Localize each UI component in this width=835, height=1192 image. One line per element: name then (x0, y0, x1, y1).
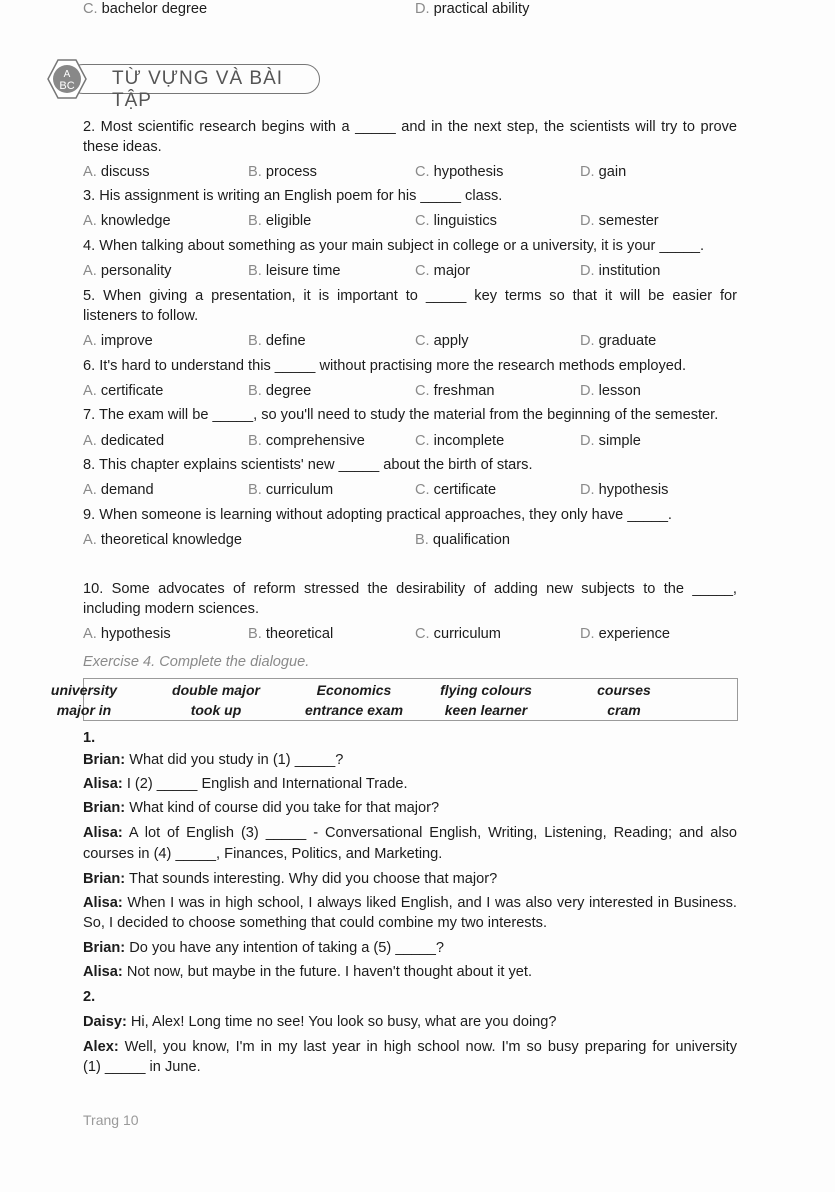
dialogue-line (83, 1058, 737, 1076)
question-text: 9. When someone is learning without adopting practical approaches, they only have _____. (83, 507, 672, 523)
option-text: knowledge (100, 213, 171, 229)
option-text: certificate (433, 482, 497, 498)
option-letter: D. (580, 263, 595, 279)
speaker-name: Daisy: (83, 1014, 127, 1030)
option-text: demand (100, 482, 154, 498)
option-letter: D. (580, 626, 595, 642)
dialogue-line (83, 914, 737, 932)
answer-option (415, 332, 469, 350)
option-text: personality (100, 263, 172, 279)
option-text: define (265, 333, 306, 349)
answer-option (83, 212, 171, 230)
dialogue-line (83, 963, 737, 981)
word-bank-item: flying colours (440, 682, 532, 698)
question-text: 8. This chapter explains scientists' new _____ about the birth of stars. (83, 457, 533, 473)
speaker-name: Brian: (83, 752, 126, 768)
exercise-title: Exercise 4. Complete the dialogue. (83, 654, 310, 670)
option-letter: A. (83, 164, 97, 180)
option-text: improve (100, 333, 153, 349)
word-bank-item: university (50, 682, 118, 698)
answer-option (83, 531, 242, 549)
option-text: discuss (100, 164, 150, 180)
option-letter: C. (415, 333, 430, 349)
dialogue-text: Do you have any intention of taking a (5) _____? (129, 940, 445, 956)
option-text: curriculum (433, 626, 501, 642)
option-letter: C. (415, 433, 430, 449)
option-text: hypothesis (433, 164, 504, 180)
option-text: freshman (433, 383, 495, 399)
answer-option (248, 163, 317, 181)
answer-option (415, 262, 470, 280)
answer-option (415, 212, 497, 230)
option-text: bachelor degree (101, 1, 208, 17)
word-bank-item: took up (190, 702, 242, 718)
question-text: 5. When giving a presentation, it is important to _____ key terms so that it will be easier for (83, 288, 737, 304)
option-text: hypothesis (100, 626, 171, 642)
answer-option (83, 432, 164, 450)
answer-option (415, 625, 501, 643)
speaker-name: Brian: (83, 871, 126, 887)
answer-option (83, 332, 153, 350)
option-letter: D. (580, 383, 595, 399)
answer-option (83, 0, 207, 18)
answer-option (83, 163, 150, 181)
option-letter: C. (415, 213, 430, 229)
option-text: comprehensive (265, 433, 365, 449)
answer-option (580, 382, 641, 400)
answer-option (248, 382, 311, 400)
answer-option (580, 481, 668, 499)
option-text: leisure time (265, 263, 341, 279)
dialogue-text: (1) _____ in June. (83, 1059, 201, 1075)
dialogue-line (83, 939, 737, 957)
speaker-name: Alex: (83, 1039, 119, 1055)
option-letter: D. (580, 482, 595, 498)
option-text: dedicated (100, 433, 165, 449)
option-letter: D. (580, 213, 595, 229)
option-letter: C. (415, 383, 430, 399)
dialogue-text: I (2) _____ English and International Trade. (126, 776, 408, 792)
option-text: degree (265, 383, 312, 399)
answer-option (83, 481, 154, 499)
option-letter: A. (83, 263, 97, 279)
option-text: gain (598, 164, 627, 180)
option-text: hypothesis (598, 482, 669, 498)
dialogue-text: What did you study in (1) _____? (129, 752, 344, 768)
option-letter: B. (248, 433, 262, 449)
answer-option (415, 531, 510, 549)
question-text: listeners to follow. (83, 308, 199, 324)
question-text: 3. His assignment is writing an English poem for his _____ class. (83, 188, 503, 204)
option-letter: A. (83, 626, 97, 642)
question-text: including modern sciences. (83, 601, 260, 617)
header-title: TỪ VỰNG VÀ BÀI TẬP (112, 68, 284, 111)
option-letter: C. (415, 263, 430, 279)
question-text: 2. Most scientific research begins with a _____ and in the next step, the scientists will try to prove (83, 119, 737, 135)
option-text: semester (598, 213, 659, 229)
option-letter: B. (248, 164, 262, 180)
answer-option (248, 625, 333, 643)
answer-option (415, 0, 529, 18)
option-text: theoretical knowledge (100, 532, 243, 548)
answer-option (248, 432, 365, 450)
option-letter: D. (415, 1, 430, 17)
option-text: incomplete (433, 433, 505, 449)
option-letter: B. (248, 263, 262, 279)
option-text: practical ability (433, 1, 530, 17)
option-letter: D. (580, 433, 595, 449)
answer-option (415, 432, 504, 450)
option-letter: C. (83, 1, 98, 17)
option-text: certificate (100, 383, 164, 399)
option-text: lesson (598, 383, 641, 399)
page-number: Trang 10 (83, 1112, 139, 1128)
abc-logo-icon (46, 58, 88, 100)
option-letter: A. (83, 333, 97, 349)
dialogue-text: A lot of English (3) _____ - Conversational English, Writing, Listening, Reading; and also (128, 825, 738, 841)
question-text: these ideas. (83, 139, 162, 155)
word-bank-item: Economics (316, 682, 392, 698)
option-text: institution (598, 263, 661, 279)
word-bank-item: entrance exam (304, 702, 404, 718)
word-bank-item: double major (172, 682, 260, 698)
svg-text:BC: BC (59, 80, 75, 92)
option-letter: C. (415, 482, 430, 498)
option-letter: A. (83, 383, 97, 399)
dialogue-line (83, 751, 737, 769)
answer-option (83, 262, 171, 280)
speaker-name: Alisa: (83, 825, 123, 841)
dialogue-text: What kind of course did you take for that major? (129, 800, 440, 816)
answer-option (83, 625, 171, 643)
speaker-name: Alisa: (83, 776, 123, 792)
option-letter: A. (83, 213, 97, 229)
answer-option (248, 262, 340, 280)
option-text: apply (433, 333, 469, 349)
dialogue-text: That sounds interesting. Why did you choose that major? (128, 871, 498, 887)
dialogue-line (83, 870, 737, 888)
option-text: simple (598, 433, 641, 449)
word-bank-item: major in (56, 702, 112, 718)
word-bank-item: keen learner (444, 702, 528, 718)
option-text: major (433, 263, 471, 279)
speaker-name: Brian: (83, 800, 126, 816)
option-letter: B. (248, 626, 262, 642)
question-text: 7. The exam will be _____, so you'll need to study the material from the beginning of the semester. (83, 407, 719, 423)
dialogue-text: Not now, but maybe in the future. I haven't thought about it yet. (126, 964, 532, 980)
dialogue-text: So, I decided to choose something that could combine my two interests. (83, 915, 548, 931)
answer-option (580, 212, 659, 230)
option-text: qualification (432, 532, 510, 548)
dialogue-line (83, 1038, 737, 1056)
question-text: 6. It's hard to understand this _____ without practising more the research methods employed. (83, 358, 687, 374)
svg-text:A: A (63, 69, 71, 80)
option-letter: B. (248, 482, 262, 498)
dialogue-text: Well, you know, I'm in my last year in high school now. I'm so busy preparing for university (124, 1039, 737, 1055)
answer-option (83, 382, 163, 400)
dialogue-line (83, 799, 737, 817)
dialogue-line (83, 1013, 737, 1031)
dialogue-text: Hi, Alex! Long time no see! You look so busy, what are you doing? (130, 1014, 557, 1030)
answer-option (580, 262, 660, 280)
answer-option (580, 625, 670, 643)
option-letter: B. (415, 532, 429, 548)
speaker-name: Alisa: (83, 895, 123, 911)
answer-option (248, 332, 306, 350)
speaker-name: Alisa: (83, 964, 123, 980)
option-letter: C. (415, 164, 430, 180)
section-header (46, 58, 322, 111)
answer-option (248, 212, 311, 230)
word-box (50, 678, 738, 721)
speaker-name: Brian: (83, 940, 126, 956)
option-letter: C. (415, 626, 430, 642)
answer-option (580, 332, 656, 350)
dialogue-line (83, 894, 737, 912)
answer-option (415, 382, 495, 400)
option-text: process (265, 164, 317, 180)
option-letter: B. (248, 213, 262, 229)
question-text: 10. Some advocates of reform stressed the desirability of adding new subjects to the _____, (83, 581, 737, 597)
dialogue-line (83, 845, 737, 863)
dialogue-number: 2. (83, 989, 96, 1005)
answer-option (415, 163, 503, 181)
answer-option (580, 432, 641, 450)
option-text: curriculum (265, 482, 334, 498)
option-letter: D. (580, 164, 595, 180)
dialogue-line (83, 775, 737, 793)
dialogue-text: courses in (4) _____, Finances, Politics, and Marketing. (83, 846, 443, 862)
dialogue-text: When I was in high school, I always liked English, and I was also very interested in Business. (127, 895, 737, 911)
option-letter: A. (83, 482, 97, 498)
answer-option (415, 481, 496, 499)
answer-option (248, 481, 333, 499)
option-text: eligible (265, 213, 312, 229)
option-letter: B. (248, 333, 262, 349)
option-text: linguistics (433, 213, 497, 229)
word-bank-item: courses (597, 682, 651, 698)
option-text: graduate (598, 333, 657, 349)
option-letter: A. (83, 433, 97, 449)
word-bank-item: cram (607, 702, 641, 718)
option-letter: A. (83, 532, 97, 548)
question-text: 4. When talking about something as your main subject in college or a university, it is your _____. (83, 238, 705, 254)
dialogue-number: 1. (83, 730, 96, 746)
option-text: theoretical (265, 626, 334, 642)
option-letter: D. (580, 333, 595, 349)
dialogue-line (83, 824, 737, 842)
option-letter: B. (248, 383, 262, 399)
option-text: experience (598, 626, 671, 642)
answer-option (580, 163, 626, 181)
